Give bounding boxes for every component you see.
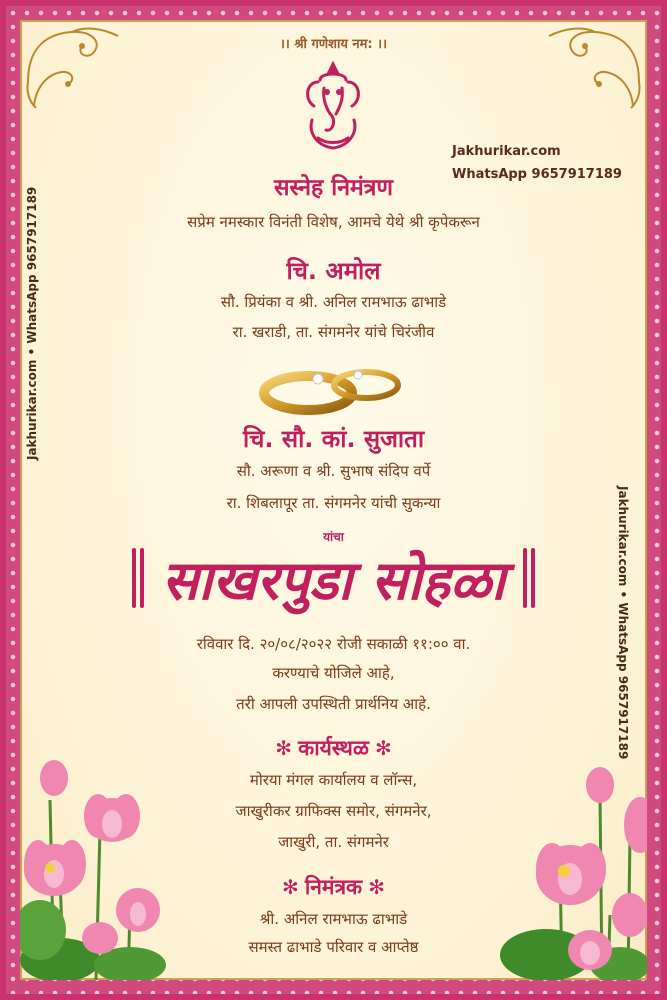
title-bar xyxy=(523,548,527,608)
star-icon: ✻ xyxy=(282,875,299,899)
lotus-flowers-icon xyxy=(490,765,647,980)
bride-name: चि. सौ. कां. सुजाता xyxy=(242,425,425,453)
event-title-block xyxy=(20,540,647,622)
bride-address: रा. शिबलापूर ता. संगमनेर यांची सुकन्या xyxy=(226,494,441,512)
title-bar xyxy=(140,548,144,608)
venue-line: जाखुरीकर ग्राफिक्स समोर, संगमनेर, xyxy=(235,802,432,820)
invocation-text: ।। श्री गणेशाय नम: ।। xyxy=(279,37,388,52)
request-text: तरी आपली उपस्थिती प्रार्थनिय आहे. xyxy=(236,695,431,713)
star-icon: ✻ xyxy=(368,875,385,899)
host-heading-label: निमंत्रक xyxy=(304,875,363,899)
wedding-rings-icon xyxy=(258,355,408,415)
star-icon: ✻ xyxy=(374,736,392,760)
venue-line: मोरया मंगल कार्यालय व लॉन्स, xyxy=(249,771,418,789)
star-icon: ✻ xyxy=(275,736,293,760)
website-text: Jakhurikar.com xyxy=(452,144,561,159)
host-line: श्री. अनिल रामभाऊ ढाभाडे xyxy=(259,910,408,928)
whatsapp-text: WhatsApp 9657917189 xyxy=(452,167,622,182)
vertical-contact-right: Jakhurikar.com • WhatsApp 9657917189 xyxy=(616,486,630,760)
venue-line: जाखुरी, ता. संगमनेर xyxy=(278,833,389,851)
bride-parents: सौ. अरूणा व श्री. सुभाष संदिप वर्पे xyxy=(236,462,431,480)
title-bar xyxy=(132,548,136,608)
groom-parents: सौ. प्रियंका व श्री. अनिल रामभाऊ ढाभाडे xyxy=(220,293,447,311)
venue-heading-label: कार्यस्थळ xyxy=(298,736,369,760)
title-bar xyxy=(531,548,535,608)
yancha-text: यांचा xyxy=(323,530,344,544)
groom-name: चि. अमोल xyxy=(286,257,381,285)
invite-heading: सस्नेह निमंत्रण xyxy=(273,175,394,201)
ganesha-icon xyxy=(298,60,368,154)
greeting-text: सप्रेम नमस्कार विनंती विशेष, आमचे येथे श्री कृपेकरून xyxy=(187,213,480,231)
vertical-contact-left: Jakhurikar.com • WhatsApp 9657917189 xyxy=(25,186,39,460)
invitation-card xyxy=(20,20,647,980)
lotus-flowers-icon xyxy=(20,760,170,980)
planned-text: करण्याचे योजिले आहे, xyxy=(272,664,395,682)
groom-address: रा. खराडी, ता. संगमनेर यांचे चिरंजीव xyxy=(232,323,435,341)
event-title: साखरपुडा सोहळा xyxy=(161,548,506,612)
event-datetime: रविवार दि. २०/०८/२०२२ रोजी सकाळी ११:०० वा. xyxy=(196,635,471,653)
venue-heading xyxy=(20,734,647,762)
host-line: समस्त ढाभाडे परिवार व आप्तेष्ठ xyxy=(248,938,419,956)
